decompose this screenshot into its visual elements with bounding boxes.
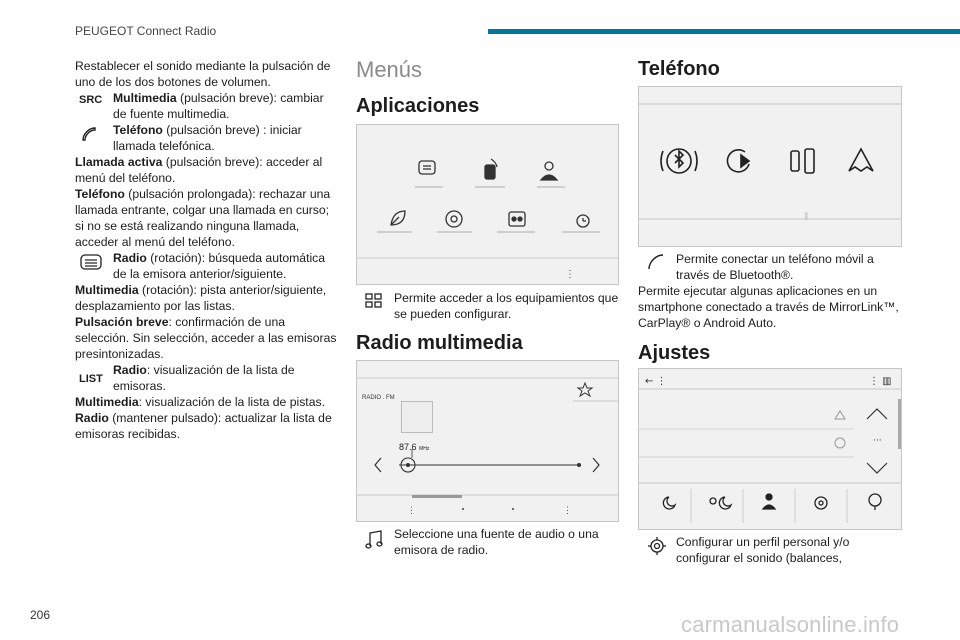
list-lines-icon <box>79 252 107 272</box>
radio-caption: Seleccione una fuente de audio o una emisora de radio. <box>394 527 599 557</box>
watermark: carmanualsonline.info <box>681 612 900 637</box>
src-icon: SRC <box>79 94 103 106</box>
term-pulsacion: Pulsación breve <box>75 315 169 329</box>
aplicaciones-caption: Permite acceder a los equipamientos que se pueden configurar. <box>394 291 619 321</box>
phone-icon <box>647 253 665 275</box>
svg-text:← ⋮: ← ⋮ <box>645 376 667 387</box>
ajustes-screen-icons <box>639 369 901 529</box>
paragraph-multimedia3 <box>75 394 339 410</box>
term-multimedia3: Multimedia <box>75 395 139 409</box>
svg-text:⋮: ⋮ <box>565 269 575 280</box>
desc-multimedia: (pulsación breve): cambiar de fuente multimedia. <box>113 91 324 121</box>
svg-text:⋮ ▥: ⋮ ▥ <box>869 376 892 387</box>
telefono-heading: Teléfono <box>638 58 720 80</box>
telefono-screen-icons <box>639 87 901 246</box>
term-llamada: Llamada activa <box>75 155 163 169</box>
term-radio3: Radio <box>75 411 109 425</box>
phone-icon <box>79 124 107 144</box>
svg-text:ᛒ: ᛒ <box>804 212 810 222</box>
menus-heading: Menús <box>356 57 423 82</box>
telefono-caption: Permite conectar un teléfono móvil a través de Bluetooth®. <box>676 252 874 282</box>
desc-radio3: (mantener pulsado): actualizar la lista de emisoras recibidas. <box>75 411 332 441</box>
radio-screen-controls <box>357 361 618 521</box>
page-number: 206 <box>30 608 51 622</box>
radio-frequency-value: 87.6 <box>399 442 417 452</box>
paragraph-volume: Restablecer el sonido mediante la pulsación de uno de los dos botones de volumen. <box>75 59 331 89</box>
gear-icon <box>647 536 667 560</box>
paragraph-llamada <box>75 154 339 186</box>
desc-multimedia3: : visualización de la lista de pistas. <box>138 395 325 409</box>
term-telefono: Teléfono <box>113 123 163 137</box>
desc-telefono2: (pulsación prolongada): rechazar una llamada entrante, colgar una llamada en curso; si no se está realizando ninguna llamada, acceder al menú del teléfono. <box>75 187 331 249</box>
aplicaciones-heading: Aplicaciones <box>356 95 480 117</box>
svg-text:···: ··· <box>873 436 882 446</box>
music-note-icon <box>365 528 383 554</box>
term-multimedia2: Multimedia <box>75 283 139 297</box>
term-multimedia: Multimedia <box>113 91 177 105</box>
desc-radio: (rotación): búsqueda automática de la emisora anterior/siguiente. <box>113 251 326 281</box>
desc-multimedia2: (rotación): pista anterior/siguiente, desplazamiento por las listas. <box>75 283 327 313</box>
paragraph-multimedia2 <box>75 282 339 314</box>
ajustes-screen <box>638 368 902 530</box>
svg-text:⋮: ⋮ <box>563 505 572 515</box>
radio-frequency-unit: MHz <box>419 446 430 452</box>
row-list <box>75 362 339 394</box>
aplicaciones-screen-icons <box>357 125 618 284</box>
desc-telefono: (pulsación breve) : iniciar llamada telefónica. <box>113 123 302 153</box>
header-title: PEUGEOT Connect Radio <box>75 24 217 38</box>
telefono-screen <box>638 86 902 247</box>
radio-screen <box>356 360 619 522</box>
list-icon: LIST <box>79 373 103 385</box>
paragraph-telefono2 <box>75 186 339 250</box>
apps-grid-icon <box>365 292 383 314</box>
column-controls <box>75 58 339 442</box>
telefono-paragraph: Permite ejecutar algunas aplicaciones en un smartphone conectado a través de MirrorLink™, CarPlay® o Android Auto. <box>638 284 899 330</box>
row-radio-rotation <box>75 250 339 282</box>
desc-pulsacion: : confirmación de una selección. Sin selección, acceder a las emisoras presintonizadas. <box>75 315 337 361</box>
radio-band: RADIO . FM <box>362 395 395 401</box>
term-radio2: Radio <box>113 363 147 377</box>
aplicaciones-screen <box>356 124 619 285</box>
desc-radio2: : visualización de la lista de emisoras. <box>113 363 295 393</box>
desc-llamada: (pulsación breve): acceder al menú del teléfono. <box>75 155 323 185</box>
ajustes-heading: Ajustes <box>638 342 711 364</box>
term-radio: Radio <box>113 251 147 265</box>
radio-heading: Radio multimedia <box>356 332 523 354</box>
header-accent-bar <box>488 29 960 34</box>
term-telefono2: Teléfono <box>75 187 125 201</box>
svg-text:⋮: ⋮ <box>407 505 416 515</box>
ajustes-caption: Configurar un perfil personal y/o configurar el sonido (balances, <box>676 535 850 565</box>
row-phone <box>75 122 339 154</box>
row-src <box>75 90 339 122</box>
paragraph-radio3 <box>75 410 339 442</box>
paragraph-pulsacion <box>75 314 339 362</box>
